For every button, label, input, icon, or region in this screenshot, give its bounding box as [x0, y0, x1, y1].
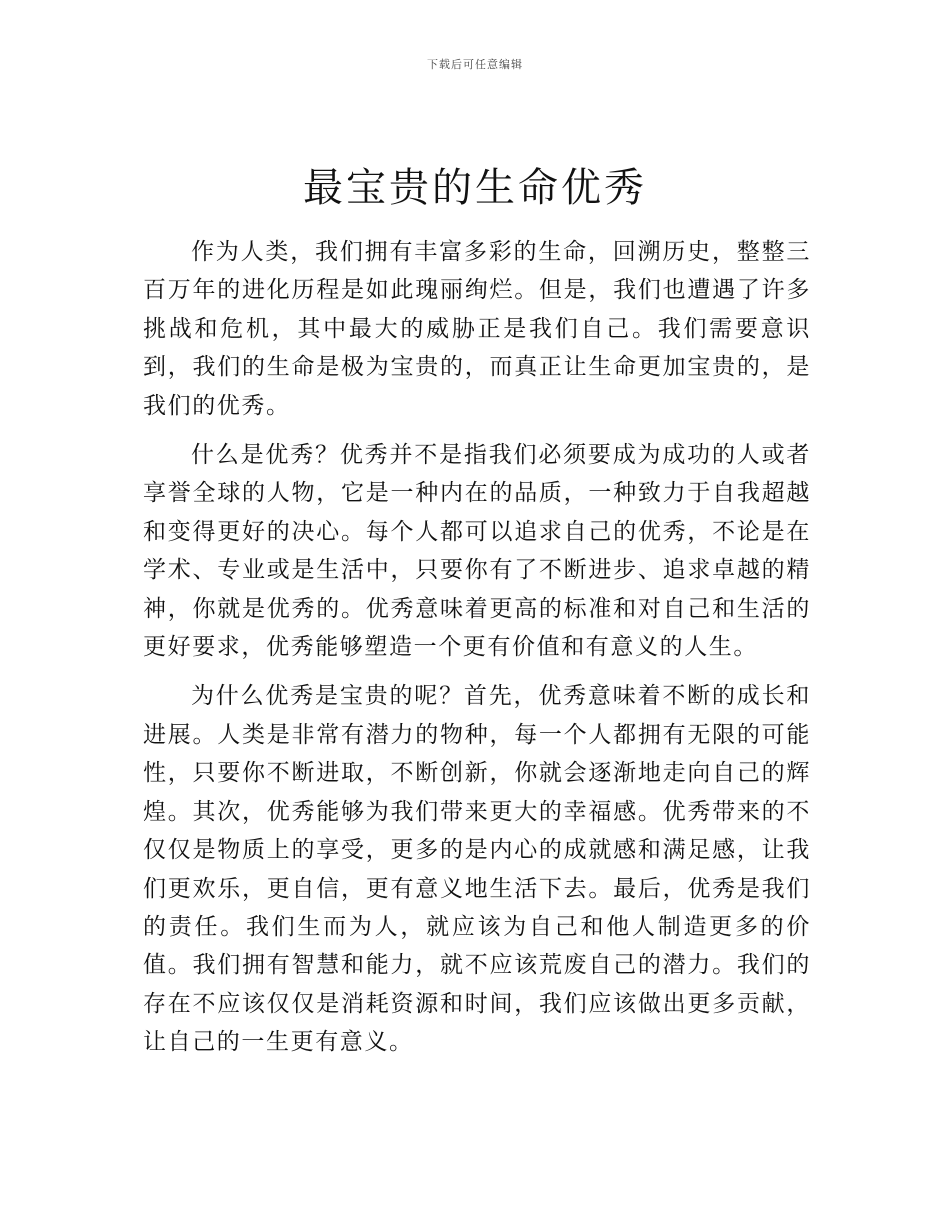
paragraph-2: 什么是优秀？优秀并不是指我们必须要成为成功的人或者享誉全球的人物，它是一种内在的品质，一种致力于自我超越和变得更好的决心。每个人都可以追求自己的优秀，不论是在学术、专业或是生活中，只要你有了不断进步、追求卓越的精神，你就是优秀的。优秀意味着更高的标准和对自己和生活的更好要求，优秀能够塑造一个更有价值和有意义的人生。	[143, 442, 811, 661]
paragraph-1: 作为人类，我们拥有丰富多彩的生命，回溯历史，整整三百万年的进化历程是如此瑰丽绚烂。但是，我们也遭遇了许多挑战和危机，其中最大的威胁正是我们自己。我们需要意识到，我们的生命是极为宝贵的，而真正让生命更加宝贵的，是我们的优秀。	[143, 239, 811, 419]
page-header-note: 下载后可任意编辑	[427, 58, 523, 71]
document-body	[143, 233, 811, 1073]
paragraph-3: 为什么优秀是宝贵的呢？首先，优秀意味着不断的成长和进展。人类是非常有潜力的物种，每一个人都拥有无限的可能性，只要你不断进取，不断创新，你就会逐渐地走向自己的辉煌。其次，优秀能够为我们带来更大的幸福感。优秀带来的不仅仅是物质上的享受，更多的是内心的成就感和满足感，让我们更欢乐，更自信，更有意义地生活下去。最后，优秀是我们的责任。我们生而为人，就应该为自己和他人制造更多的价值。我们拥有智慧和能力，就不应该荒废自己的潜力。我们的存在不应该仅仅是消耗资源和时间，我们应该做出更多贡献，让自己的一生更有意义。	[143, 683, 811, 1056]
document-title: 最宝贵的生命优秀	[303, 165, 647, 211]
